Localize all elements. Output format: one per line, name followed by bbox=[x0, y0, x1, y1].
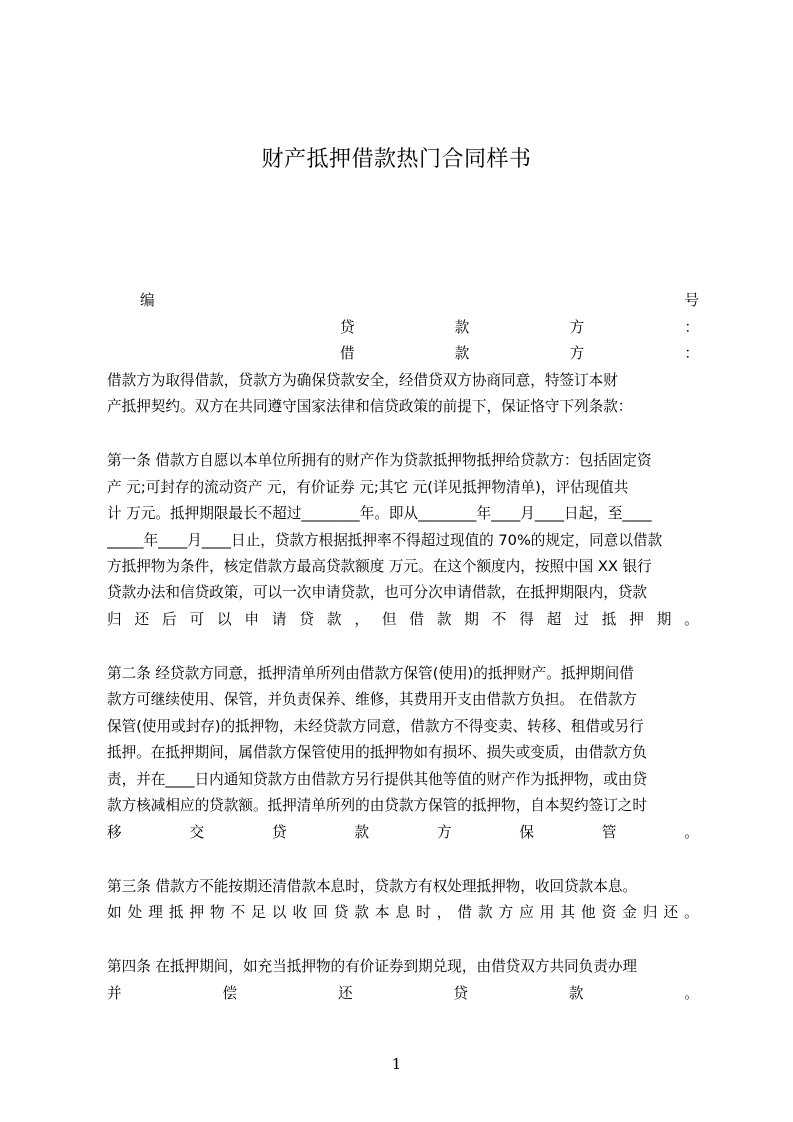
lender-char: 贷 bbox=[340, 319, 355, 336]
char: 借 bbox=[409, 611, 424, 628]
char: 归 bbox=[642, 904, 658, 921]
char: 期 bbox=[464, 611, 479, 628]
article2-line: 款方可继续使用、保管，并负责保养、维修，其费用开支由借款方负担。 在借款方 bbox=[107, 691, 638, 708]
char: 移 bbox=[107, 824, 122, 841]
char: 方 bbox=[436, 824, 452, 841]
borrower-char: 方 bbox=[569, 345, 585, 362]
number-label-right: 号 bbox=[684, 292, 699, 309]
char: 用 bbox=[539, 904, 555, 921]
article3-last-line bbox=[107, 903, 699, 923]
char: 贷 bbox=[271, 824, 287, 841]
char: 押 bbox=[189, 904, 205, 921]
char: 借 bbox=[457, 904, 472, 921]
char: 款 bbox=[354, 904, 369, 921]
char: 金 bbox=[622, 904, 637, 921]
char: 以 bbox=[271, 904, 287, 921]
char: 请 bbox=[271, 611, 287, 628]
contract-number-line bbox=[140, 291, 699, 311]
lender-char: ： bbox=[684, 319, 699, 336]
document-title: 财产抵押借款热门合同样书 bbox=[261, 147, 532, 172]
char: 申 bbox=[244, 611, 260, 628]
char: 贷 bbox=[333, 904, 349, 921]
page-number: 1 bbox=[391, 1055, 402, 1073]
char: 押 bbox=[629, 611, 644, 628]
char: 贷 bbox=[299, 611, 314, 628]
number-label-left: 编 bbox=[140, 292, 155, 309]
char: 理 bbox=[148, 904, 163, 921]
char: 期 bbox=[656, 611, 672, 628]
char: 物 bbox=[210, 904, 225, 921]
intro-line: 借款方为取得借款，贷款方为确保贷款安全，经借贷双方协商同意，特签订本财 bbox=[107, 372, 618, 389]
article1-line: 贷款办法和信贷政策，可以一次申请贷款，也可分次申请借款，在抵押期限内，贷款 bbox=[107, 584, 647, 601]
article1-line: _____年____月____日止，贷款方根据抵押率不得超过现值的 70%的规定，同意以借款 bbox=[107, 532, 663, 549]
article1-line: 方抵押物为条件，核定借款方最高贷款额度 万元。在这个额度内，按照中国 XX 银行 bbox=[107, 558, 652, 575]
char: 抵 bbox=[168, 904, 184, 921]
char: 得 bbox=[519, 611, 534, 628]
char: 贷 bbox=[453, 985, 469, 1002]
char: 处 bbox=[127, 904, 143, 921]
char: 款 bbox=[568, 985, 584, 1002]
char: 以 bbox=[216, 611, 232, 628]
char: 时 bbox=[416, 904, 431, 921]
char: 交 bbox=[189, 824, 205, 841]
char: 可 bbox=[189, 611, 205, 628]
char: ， bbox=[354, 611, 369, 628]
article2-line: 第二条 经贷款方同意，抵押清单所列由借款方保管(使用)的抵押财产。抵押期间借 bbox=[107, 665, 634, 682]
article2-line: 抵押。在抵押期间，属借款方保管使用的抵押物如有损坏、损失或变质，由借款方负 bbox=[107, 744, 647, 761]
char: 款 bbox=[477, 904, 493, 921]
article1-last-line bbox=[107, 610, 699, 630]
article4-last-line bbox=[107, 984, 699, 1004]
char: 归 bbox=[107, 611, 122, 628]
char: 回 bbox=[313, 904, 328, 921]
char: 款 bbox=[326, 611, 342, 628]
char: 应 bbox=[519, 904, 534, 921]
lender-char: 款 bbox=[454, 319, 470, 336]
article3-line: 第三条 借款方不能按期还清借款本息时，贷款方有权处理抵押物，收回贷款本息。 bbox=[107, 878, 638, 895]
char: 还 bbox=[663, 904, 679, 921]
char: 但 bbox=[381, 611, 397, 628]
lender-line bbox=[340, 318, 699, 338]
article2-last-line bbox=[107, 823, 699, 843]
char: 收 bbox=[292, 904, 308, 921]
char: 。 bbox=[684, 985, 699, 1002]
char: 他 bbox=[581, 904, 596, 921]
article2-line: 保管(使用或封存)的抵押物，未经贷款方同意，借款方不得变卖、转移、租借或另行 bbox=[107, 718, 644, 735]
article1-line: 第一条 借款方自愿以本单位所拥有的财产作为贷款抵押物抵押给贷款方：包括固定资 bbox=[107, 452, 652, 469]
borrower-char: 款 bbox=[454, 345, 470, 362]
char: 。 bbox=[684, 824, 699, 841]
char: ， bbox=[436, 904, 452, 921]
char: 。 bbox=[684, 611, 699, 628]
article4-line: 第四条 在抵押期间，如充当抵押物的有价证券到期兑现，由借贷双方共同负责办理 bbox=[107, 958, 638, 975]
char: 还 bbox=[134, 611, 150, 628]
article1-line: 计 万元。抵押期限最长不超过________年。即从________年____月____日起，至____ bbox=[107, 505, 652, 522]
char: 款 bbox=[354, 824, 370, 841]
char: 足 bbox=[251, 904, 266, 921]
char: 方 bbox=[498, 904, 514, 921]
char: 管 bbox=[601, 824, 617, 841]
article2-line: 款方核减相应的贷款额。抵押清单所列的由贷款方保管的抵押物，自本契约签订之时 bbox=[107, 797, 647, 814]
char: 息 bbox=[395, 904, 411, 921]
char: 过 bbox=[574, 611, 589, 628]
borrower-char: ： bbox=[684, 345, 699, 362]
char: 资 bbox=[601, 904, 617, 921]
char: 本 bbox=[374, 904, 390, 921]
char: 不 bbox=[230, 904, 246, 921]
char: 超 bbox=[546, 611, 562, 628]
char: 抵 bbox=[601, 611, 617, 628]
char: 还 bbox=[337, 985, 353, 1002]
char: 偿 bbox=[222, 985, 238, 1002]
borrower-line bbox=[340, 344, 699, 364]
char: 不 bbox=[491, 611, 507, 628]
intro-line: 产抵押契约。双方在共同遵守国家法律和信贷政策的前提下，保证恪守下列条款： bbox=[107, 398, 633, 415]
article1-line: 产 元;可封存的流动资产 元，有价证券 元;其它 元(详见抵押物清单)，评估现值共 bbox=[107, 479, 629, 496]
char: 款 bbox=[436, 611, 452, 628]
char: 如 bbox=[107, 904, 122, 921]
lender-char: 方 bbox=[569, 319, 585, 336]
char: 。 bbox=[684, 904, 699, 921]
char: 其 bbox=[560, 904, 576, 921]
borrower-char: 借 bbox=[340, 345, 355, 362]
char: 后 bbox=[161, 611, 177, 628]
article2-line: 责，并在____日内通知贷款方由借款方另行提供其他等值的财产作为抵押物，或由贷 bbox=[107, 771, 647, 788]
char: 保 bbox=[519, 824, 535, 841]
char: 并 bbox=[107, 985, 122, 1002]
